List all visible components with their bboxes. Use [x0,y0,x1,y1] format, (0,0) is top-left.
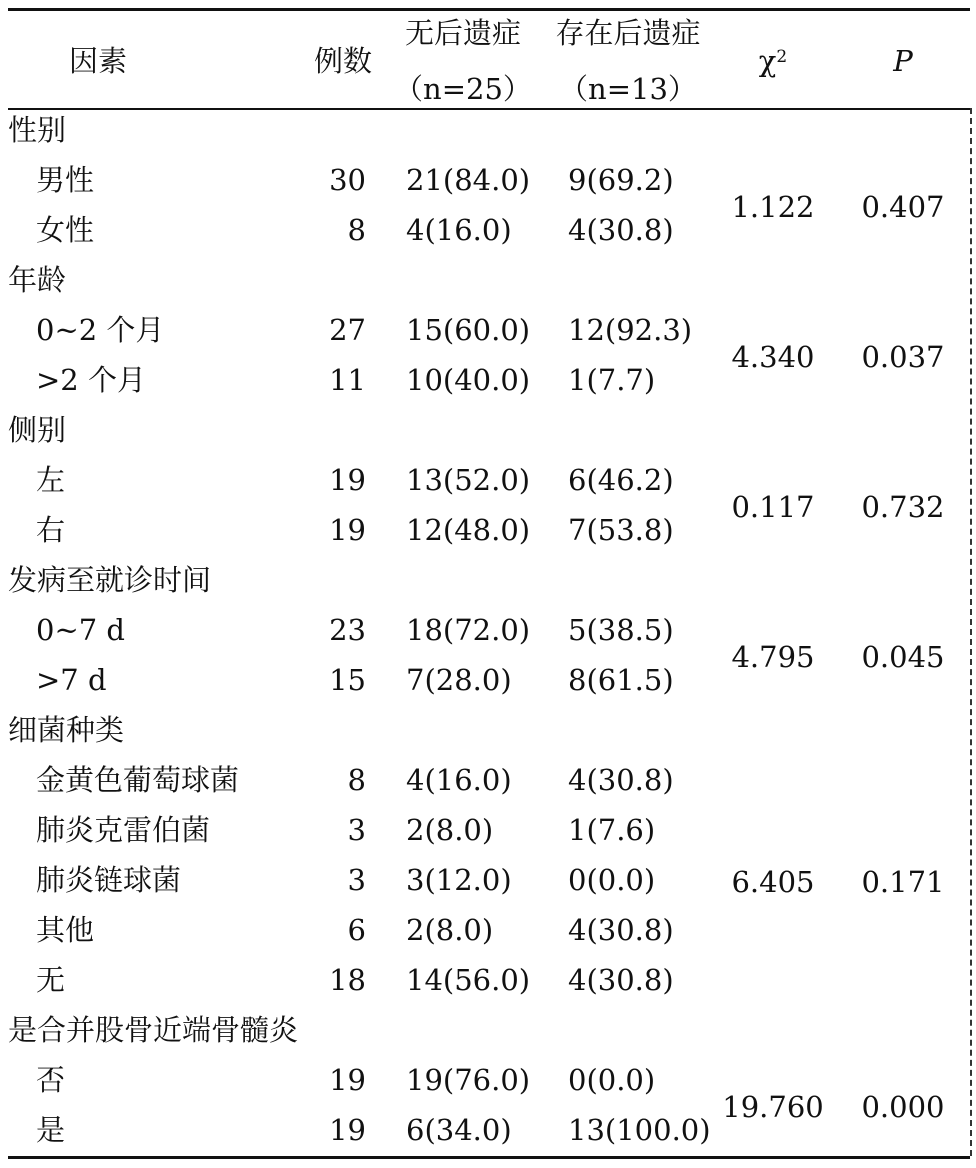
row-sequelae: 1(7.7) [568,363,656,397]
row-count: 30 [329,163,366,197]
row-label: 0~7 d [36,613,125,647]
table-top-rule [8,8,970,11]
row-label: 男性 [36,163,95,197]
group-chi-square: 19.760 [722,1090,824,1124]
row-label: >2 个月 [36,363,146,397]
chi-symbol: χ [758,44,777,78]
group-p-value: 0.732 [861,490,945,524]
group-label: 是合并股骨近端骨髓炎 [8,1013,299,1047]
header-no-sequelae: 无后遗症 [404,16,521,50]
row-no-sequelae: 2(8.0) [406,913,494,947]
row-count: 11 [329,363,366,397]
row-label: 其他 [36,913,95,947]
chi-superscript: 2 [776,47,788,67]
row-sequelae: 5(38.5) [568,613,674,647]
row-no-sequelae: 14(56.0) [406,963,531,997]
row-sequelae: 4(30.8) [568,763,674,797]
group-chi-square: 0.117 [731,490,815,524]
group-chi-square: 4.340 [731,340,815,374]
row-label: 左 [36,463,66,497]
group-chi-square: 1.122 [731,190,815,224]
row-label: 肺炎克雷伯菌 [36,813,211,847]
row-sequelae: 4(30.8) [568,913,674,947]
row-count: 6 [347,913,366,947]
row-sequelae: 0(0.0) [568,1063,656,1097]
group-chi-square: 6.405 [731,865,815,899]
row-sequelae: 4(30.8) [568,963,674,997]
row-count: 3 [347,813,366,847]
header-p-value: P [893,44,913,78]
row-sequelae: 1(7.6) [568,813,656,847]
row-label: 金黄色葡萄球菌 [36,763,240,797]
row-label: 无 [36,963,66,997]
row-no-sequelae: 19(76.0) [406,1063,531,1097]
row-count: 19 [329,1063,366,1097]
header-no-sequelae-n: （n=25） [394,72,532,106]
group-p-value: 0.171 [861,865,945,899]
group-p-value: 0.045 [861,640,945,674]
table-header-rule [8,108,970,110]
row-no-sequelae: 18(72.0) [406,613,531,647]
row-count: 19 [329,1113,366,1147]
header-factor: 因素 [68,44,127,78]
row-count: 19 [329,513,366,547]
row-label: 肺炎链球菌 [36,863,182,897]
header-sequelae: 存在后遗症 [555,16,701,50]
row-count: 19 [329,463,366,497]
row-no-sequelae: 12(48.0) [406,513,531,547]
statistics-table [8,0,968,1168]
row-sequelae: 13(100.0) [568,1113,711,1147]
row-count: 15 [329,663,366,697]
group-label: 侧别 [8,413,67,447]
row-no-sequelae: 4(16.0) [406,213,512,247]
row-label: 0~2 个月 [36,313,165,347]
row-no-sequelae: 7(28.0) [406,663,512,697]
group-label: 年龄 [8,263,67,297]
row-count: 18 [329,963,366,997]
row-count: 27 [329,313,366,347]
group-p-value: 0.000 [861,1090,945,1124]
row-sequelae: 9(69.2) [568,163,674,197]
row-no-sequelae: 15(60.0) [406,313,531,347]
row-label: >7 d [36,663,107,697]
row-sequelae: 6(46.2) [568,463,674,497]
row-label: 是 [36,1113,66,1147]
row-no-sequelae: 4(16.0) [406,763,512,797]
row-count: 8 [347,763,366,797]
row-no-sequelae: 3(12.0) [406,863,512,897]
header-chi-square [718,44,828,78]
row-no-sequelae: 13(52.0) [406,463,531,497]
row-label: 女性 [36,213,95,247]
group-p-value: 0.407 [861,190,945,224]
row-label: 右 [36,513,66,547]
row-sequelae: 0(0.0) [568,863,656,897]
group-p-value: 0.037 [861,340,945,374]
row-no-sequelae: 21(84.0) [406,163,531,197]
row-sequelae: 8(61.5) [568,663,674,697]
header-count: 例数 [313,44,372,78]
group-chi-square: 4.795 [731,640,815,674]
row-no-sequelae: 6(34.0) [406,1113,512,1147]
row-label: 否 [36,1063,66,1097]
row-sequelae: 7(53.8) [568,513,674,547]
row-no-sequelae: 2(8.0) [406,813,494,847]
table-bottom-rule [8,1156,970,1159]
row-sequelae: 12(92.3) [568,313,693,347]
row-sequelae: 4(30.8) [568,213,674,247]
header-sequelae-n: （n=13） [559,72,697,106]
group-label: 细菌种类 [8,713,125,747]
table-right-dashed-border [970,108,972,1156]
row-no-sequelae: 10(40.0) [406,363,531,397]
row-count: 8 [347,213,366,247]
group-label: 发病至就诊时间 [8,563,212,597]
row-count: 3 [347,863,366,897]
group-label: 性别 [8,113,67,147]
row-count: 23 [329,613,366,647]
